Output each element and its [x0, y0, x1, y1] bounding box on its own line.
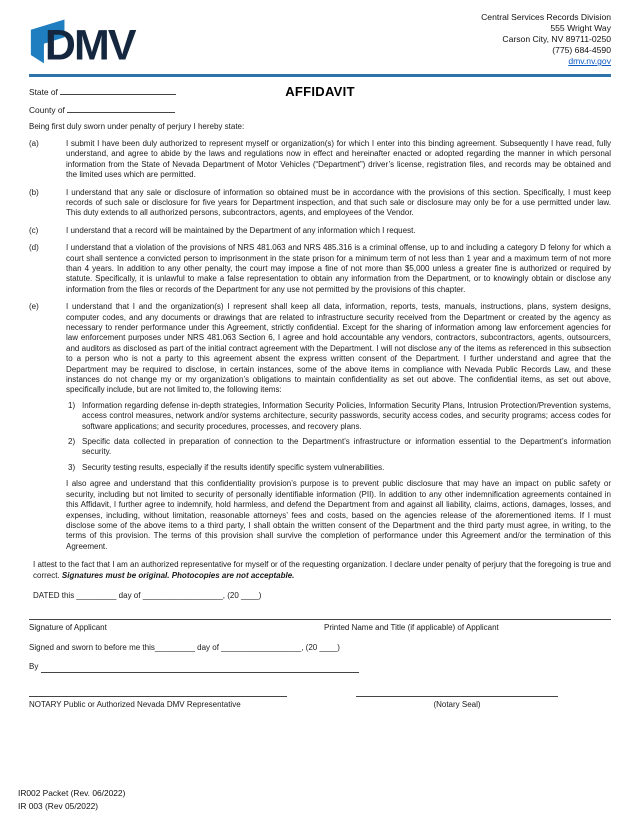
attestation-text: I attest to the fact that I am an authorized representative for myself or of the requesting organization. I declare under penalty of perjury that the foregoing is true and correct. [33, 560, 611, 580]
clause-d-label: (d) [29, 243, 39, 253]
county-of-line [29, 104, 611, 115]
clause-b [29, 188, 611, 219]
attestation [29, 560, 611, 581]
notary-representative-label: NOTARY Public or Authorized Nevada DMV Representative [29, 699, 241, 709]
notary-seal-line [356, 688, 558, 697]
applicant-signature-line [29, 609, 611, 620]
printed-name-label: Printed Name and Title (if applicable) of Applicant [324, 623, 499, 633]
header-address-block [481, 12, 611, 67]
dmv-website-link[interactable]: dmv.nv.gov [568, 56, 611, 66]
intro-text: Being first duly sworn under penalty of perjury I hereby state: [29, 121, 245, 131]
clause-a-label: (a) [29, 138, 39, 148]
by-blank-line [41, 664, 359, 673]
clause-e-item-3 [68, 463, 611, 473]
clause-d-text: I understand that a violation of the provisions of NRS 481.063 and NRS 485.316 is a criminal offense, up to and including a category D felony for which a court shall sentence a convicted person to imprisonment in the state prison for a minimum term of not less than 1 year and a maximum term of not more than 4 years. In addition to any other penalty, the court may impose a fine of not more than $5,000 unless a greater fine is authorized or required by statute. Specifically, it is unlawful to make a false representation to obtain any information from the Department, or to knowingly obtain or disclose any information from the files or records of the Department for any use not permitted by the provisions of this chapter. [66, 243, 611, 294]
signature-labels-row [29, 623, 611, 633]
notary-labels-row [29, 700, 611, 710]
sworn-line: Signed and sworn to before me this_________ day of __________________, (20 ____) [29, 642, 340, 652]
notary-seal-label: (Notary Seal) [433, 699, 481, 709]
clause-c-text: I understand that a record will be maintained by the Department of any information which I request. [66, 225, 416, 235]
logo-text: DMV [44, 21, 135, 68]
address-line: 555 Wright Way [550, 23, 611, 33]
clause-e-label: (e) [29, 302, 39, 312]
address-line: Carson City, NV 89711-0250 [502, 34, 611, 44]
notary-signature-line [29, 688, 287, 697]
form-number-line-2: IR 003 (Rev 05/2022) [18, 800, 99, 811]
clause-e-item-2-text: Specific data collected in preparation of connection to the Department’s infrastructure or information essential to the Department’s information security. [82, 437, 611, 457]
address-line: Central Services Records Division [481, 12, 611, 22]
state-blank-line [60, 86, 176, 95]
header-divider [29, 74, 611, 77]
clause-e-item-3-num: 3) [68, 462, 76, 472]
signature-of-applicant-label: Signature of Applicant [29, 623, 107, 633]
page-title: AFFIDAVIT [285, 83, 355, 99]
clause-e-item-1 [68, 401, 611, 432]
clause-e [29, 302, 611, 552]
dmv-logo [29, 14, 169, 68]
clause-d [29, 243, 611, 295]
dated-line: DATED this _________ day of __________________, (20 ____) [33, 590, 262, 600]
clause-e-item-2 [68, 437, 611, 458]
notary-lines-row [29, 688, 611, 697]
county-of-label: County of [29, 104, 65, 115]
county-blank-line [67, 104, 175, 113]
address-line: (775) 684-4590 [552, 45, 611, 55]
clause-e-body [66, 302, 611, 552]
clause-b-label: (b) [29, 187, 39, 197]
title-row [29, 83, 611, 120]
clause-e-item-1-num: 1) [68, 400, 76, 410]
clause-e-item-2-num: 2) [68, 437, 76, 447]
clause-c [29, 226, 611, 236]
form-number-footer [18, 787, 125, 812]
by-label: By [29, 662, 39, 672]
clause-a-text: I submit I have been duly authorized to represent myself or organization(s) for which I enter into this binding agreement. Subsequently I have read, fully understand, and agree to abide by the laws and regulations now in effect and hereinafter enacted or adopted regarding the manner in which personal information from the State of Nevada Department of Motor Vehicles (“Department”) driver’s license, registration files, and records may be obtained and the limited uses which are permitted. [66, 138, 611, 180]
clause-e-text: I understand that I and the organization(s) I represent shall keep all data, information, reports, tests, manuals, instructions, plans, system designs, computer codes, and any documents or drawings that are related to infrastructure security received from the Department or created by the agency as necessary to render performance under this Agreement, strictly confidential. Except for the sharing of information among law enforcement agencies for law enforcement purposes under NRS 481.063 Section 6, I agree and hold accountable any vendors, contractors, subcontractors, agents, outsourcers, and auditors as disclosed as part of the initial contract agreement with the Department. I will not disclose any of the items as referenced in this subsection to a person who is not a party to this agreement absent the express written consent of the Department. I further understand and agree that the Department may be required to disclose, in certain instances, some of the above items in compliance with Nevada Public Records Law, and these instances do not change my or my organization’s obligations to maintain confidentiality as set out above. The confidential items, as set out above, specifically include, but are not limited to, the following items: [66, 302, 611, 395]
clause-b-text: I understand that any sale or disclosure of information so obtained must be in accordance with the provisions of this section. Specifically, I must keep records of such sale or disclosure for five years for Department inspection, and that such sale or disclosure may only be for a use permitted under law. This duty extends to all authorized persons, subcontractors, agents, and employees of the Vendor. [66, 187, 611, 218]
clause-e-item-1-text: Information regarding defense in-depth strategies, Information Security Policies, Information Security Plans, Intrusion Protection/Prevention systems, access control measures, network and/or systems architecture, security passwords, security access codes, and security programs; access codes for software applications; and security procedures, processes, and recovery plans. [82, 400, 611, 431]
clause-e-continuation: I also agree and understand that this confidentiality provision’s purpose is to prevent public disclosure that may have an impact on public safety or security, including but not limited to security of personally identifiable information (PII). In addition to any other indemnification agreements contained in this Affidavit, I further agree to indemnify, hold harmless, and defend the Department from and against all liability, claims, actions, damages, losses, and expenses, including, without limitation, reasonable attorneys’ fees and costs, based on the agencies release of the aforementioned items. If I must disclose some of the above items to a third party, I shall obtain the written consent of the Department and the third party must agree, in writing, to the terms of this provision. The terms of this provision shall survive the completion of performance under this Agreement and/or the termination of this Agreement. [66, 479, 611, 551]
by-row [29, 662, 611, 672]
state-of-label: State of [29, 86, 58, 97]
clause-a [29, 139, 611, 181]
document-header [29, 12, 611, 68]
clause-e-item-3-text: Security testing results, especially if the results identify specific system vulnerabilities. [82, 462, 385, 472]
attestation-emphasis: Signatures must be original. Photocopies are not acceptable. [61, 570, 295, 580]
clause-c-label: (c) [29, 225, 39, 235]
form-number-line-1: IR002 Packet (Rev. 06/2022) [18, 788, 126, 798]
